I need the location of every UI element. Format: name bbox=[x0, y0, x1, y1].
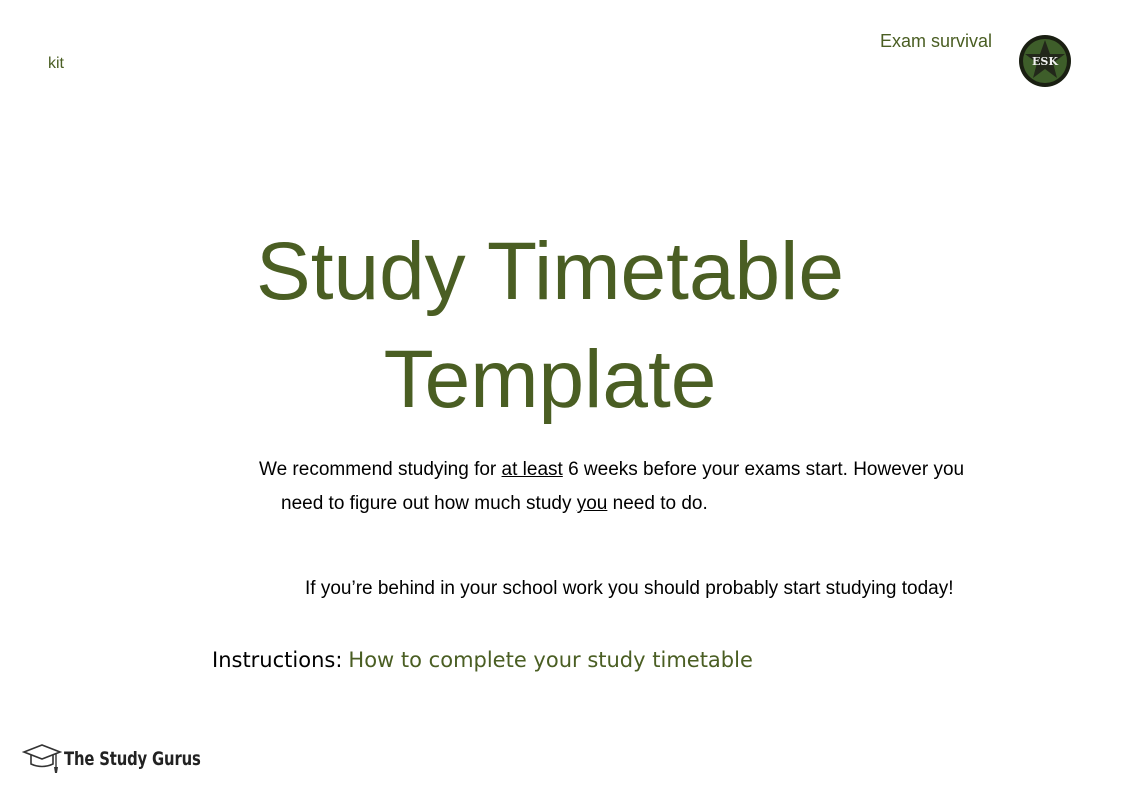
recommendation-line-2 bbox=[259, 487, 964, 521]
badge-text: ESK bbox=[1032, 55, 1058, 68]
at-least-emphasis: at least bbox=[501, 459, 563, 480]
title-line-2: Template bbox=[383, 334, 717, 425]
you-emphasis: you bbox=[576, 493, 608, 514]
title-line-1: Study Timetable bbox=[256, 226, 844, 317]
page-title bbox=[150, 218, 950, 434]
instructions-row bbox=[212, 648, 753, 672]
graduation-cap-icon bbox=[22, 742, 62, 776]
behind-advice-text: If you’re behind in your school work you should probably start studying today! bbox=[305, 578, 954, 599]
footer-brand-logo bbox=[22, 742, 239, 776]
footer-brand-name: The Study Gurus bbox=[64, 748, 201, 770]
recommend-text-2: 6 weeks before your exams start. However you bbox=[562, 459, 965, 480]
instructions-link[interactable]: How to complete your study timetable bbox=[348, 648, 753, 672]
header-survival-text: Exam survival bbox=[880, 31, 993, 51]
recommend-text-3: need to figure out how much study bbox=[281, 493, 577, 514]
instructions-label: Instructions: bbox=[212, 648, 343, 672]
recommendation-paragraph bbox=[259, 453, 964, 521]
star-badge-icon bbox=[1017, 33, 1073, 89]
recommend-text-4: need to do. bbox=[607, 493, 708, 514]
esk-badge-logo bbox=[1017, 33, 1073, 89]
recommend-text-1: We recommend studying for bbox=[259, 459, 502, 480]
header-kit-text: kit bbox=[48, 55, 64, 72]
recommendation-line-1 bbox=[259, 453, 964, 487]
